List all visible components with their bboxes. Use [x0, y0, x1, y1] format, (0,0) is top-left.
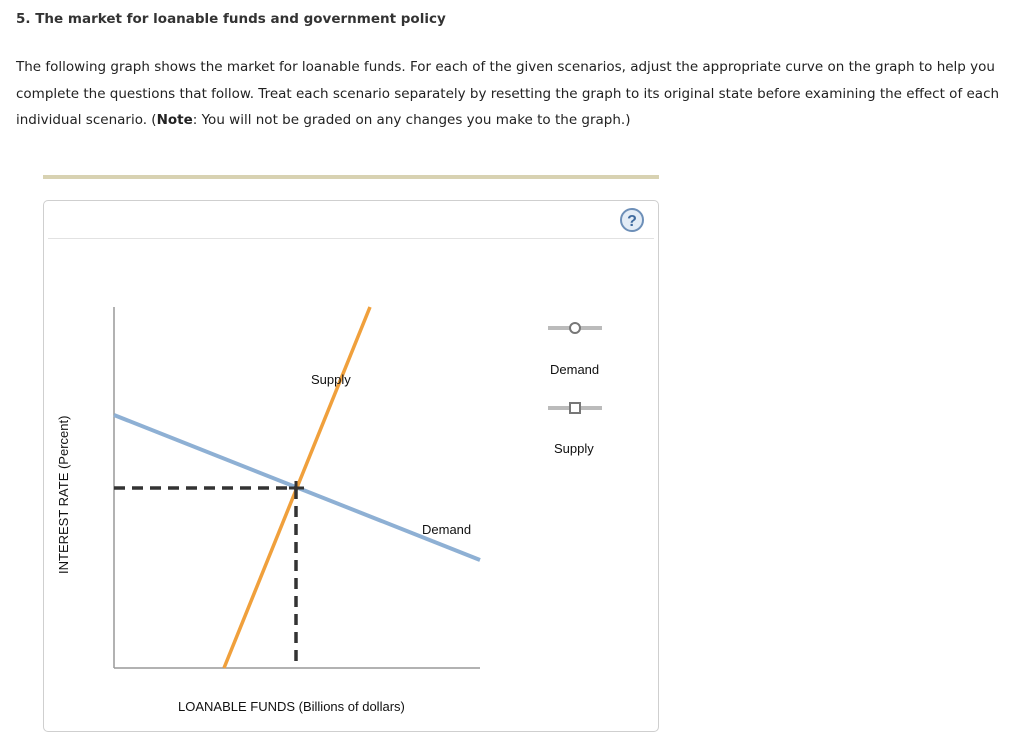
legend-supply-tool[interactable] [548, 403, 602, 413]
question-title: 5. The market for loanable funds and government policy [16, 11, 446, 27]
y-axis-label: INTEREST RATE (Percent) [56, 415, 71, 574]
supply-curve-label: Supply [311, 372, 351, 387]
x-axis-label: LOANABLE FUNDS (Billions of dollars) [178, 699, 405, 714]
circle-icon [570, 323, 580, 333]
instructions-note-text: : You will not be graded on any changes you make to the graph.) [192, 112, 631, 128]
help-icon[interactable]: ? [620, 208, 644, 232]
demand-curve-label: Demand [422, 522, 472, 537]
instructions-text: The following graph shows the market for loanable funds. For each of the given scenarios, adjust the appropriate curve on the graph to help you complete the questions that follow. Treat each scenario separately by resetting the graph to its original state before examining the effect of each individual scenario. ( [16, 59, 1000, 128]
square-icon [570, 403, 580, 413]
note-label: Note [156, 112, 193, 128]
legend-demand-tool[interactable] [548, 323, 602, 333]
legend-supply-label: Supply [554, 441, 594, 456]
legend-demand-label: Demand [550, 362, 600, 377]
